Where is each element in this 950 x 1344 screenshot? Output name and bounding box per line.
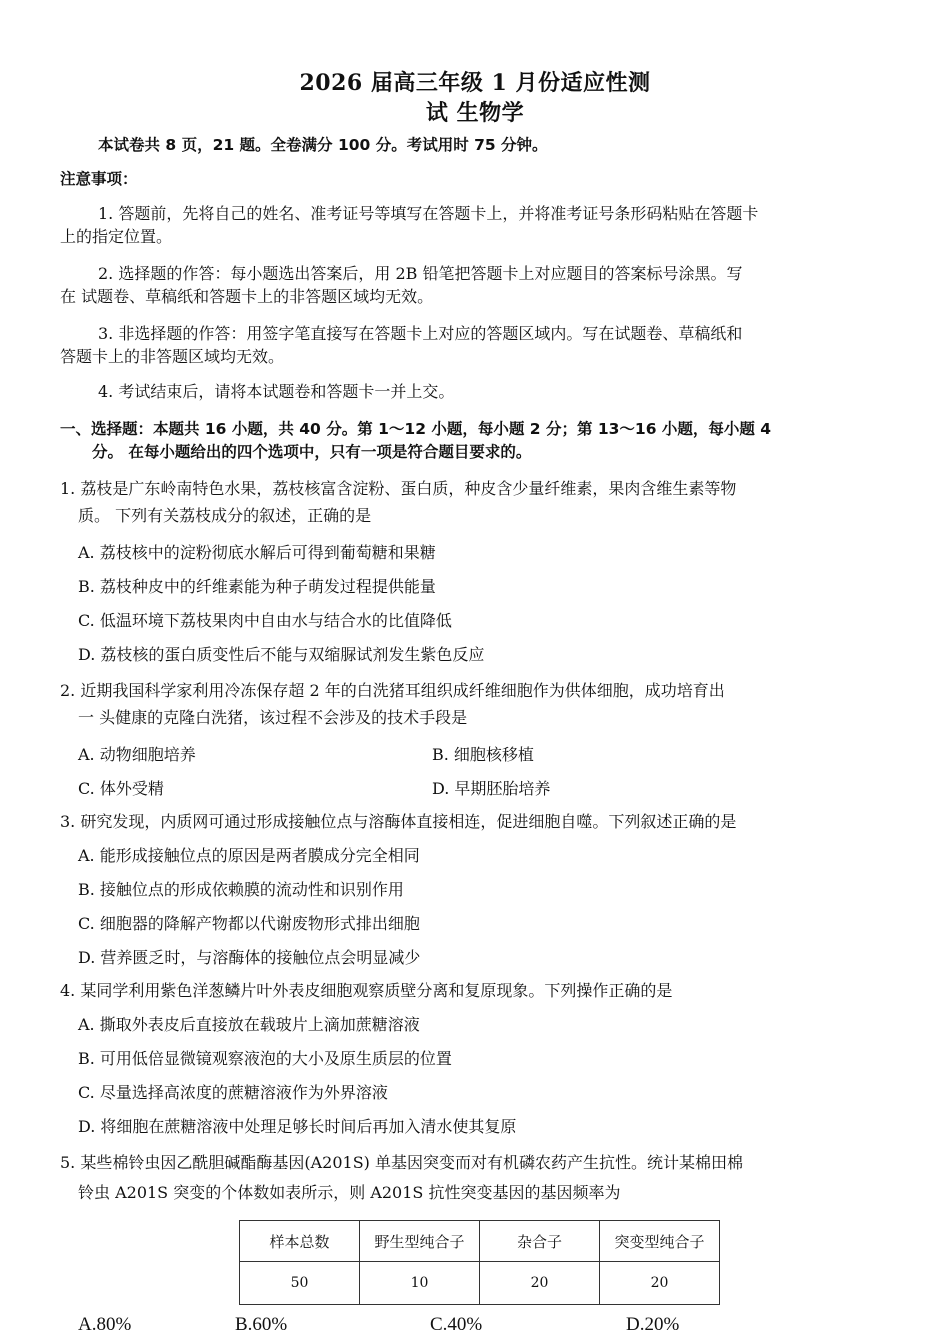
section1-heading-line2: 分。 在每小题给出的四个选项中，只有一项是符合题目要求的。 xyxy=(92,443,532,461)
q5-stem-line1: 5. 某些棉铃虫因乙酰胆碱酯酶基因(A201S) 单基因突变而对有机磷农药产生抗性。统计某棉田棉 xyxy=(60,1153,743,1172)
q4-option-a: A. 撕取外表皮后直接放在载玻片上滴加蔗糖溶液 xyxy=(78,1015,420,1034)
table-cell: 10 xyxy=(360,1262,480,1305)
note-3-line1: 3. 非选择题的作答：用签字笔直接写在答题卡上对应的答题区域内。写在试题卷、草稿纸和 xyxy=(98,324,743,343)
q3-option-a: A. 能形成接触位点的原因是两者膜成分完全相同 xyxy=(78,846,420,865)
q2-option-d: D. 早期胚胎培养 xyxy=(432,779,551,798)
q4-option-d: D. 将细胞在蔗糖溶液中处理足够长时间后再加入清水使其复原 xyxy=(78,1117,517,1136)
table-header-cell: 样本总数 xyxy=(240,1221,360,1262)
q1-stem-line2: 质。 下列有关荔枝成分的叙述，正确的是 xyxy=(78,506,372,525)
q2-option-a: A. 动物细胞培养 xyxy=(78,745,196,764)
q1-option-a: A. 荔枝核中的淀粉彻底水解后可得到葡萄糖和果糖 xyxy=(78,543,436,562)
table-cell: 20 xyxy=(600,1262,720,1305)
q4-option-b: B. 可用低倍显微镜观察液泡的大小及原生质层的位置 xyxy=(78,1049,452,1068)
note-2-line1: 2. 选择题的作答：每小题选出答案后，用 2B 铅笔把答题卡上对应题目的答案标号涂黑。写 xyxy=(98,264,743,283)
exam-title-line2: 试 生物学 xyxy=(425,100,525,126)
note-1-line1: 1. 答题前，先将自己的姓名、准考证号等填写在答题卡上，并将准考证号条形码粘贴在答题卡 xyxy=(98,204,759,223)
table-header-cell: 野生型纯合子 xyxy=(360,1221,480,1262)
q5-option-d: D.20% xyxy=(626,1314,680,1335)
table-row xyxy=(240,1262,720,1305)
exam-summary: 本试卷共 8 页，21 题。全卷满分 100 分。考试用时 75 分钟。 xyxy=(98,136,548,154)
table-header-row xyxy=(240,1221,720,1262)
q3-option-d: D. 营养匮乏时，与溶酶体的接触位点会明显减少 xyxy=(78,948,421,967)
genotype-table xyxy=(239,1220,720,1305)
q1-option-c: C. 低温环境下荔枝果肉中自由水与结合水的比值降低 xyxy=(78,611,452,630)
q5-option-c: C.40% xyxy=(430,1314,483,1335)
exam-title-line1: 2026 届高三年级 1 月份适应性测 xyxy=(299,70,651,96)
q3-stem-line1: 3. 研究发现，内质网可通过形成接触位点与溶酶体直接相连，促进细胞自噬。下列叙述正确的是 xyxy=(60,812,737,831)
q3-option-c: C. 细胞器的降解产物都以代谢废物形式排出细胞 xyxy=(78,914,420,933)
q5-stem-line2: 铃虫 A201S 突变的个体数如表所示，则 A201S 抗性突变基因的基因频率为 xyxy=(78,1183,621,1202)
note-1-line2: 上的指定位置。 xyxy=(60,227,173,246)
table-cell: 50 xyxy=(240,1262,360,1305)
q2-option-c: C. 体外受精 xyxy=(78,779,164,798)
q4-option-c: C. 尽量选择高浓度的蔗糖溶液作为外界溶液 xyxy=(78,1083,388,1102)
note-4-line1: 4. 考试结束后，请将本试题卷和答题卡一并上交。 xyxy=(98,382,455,401)
section1-heading-line1: 一、选择题：本题共 16 小题，共 40 分。第 1～12 小题，每小题 2 分；第 13～16 小题，每小题 4 xyxy=(60,420,772,438)
q5-option-a: A.80% xyxy=(78,1314,132,1335)
notes-heading: 注意事项： xyxy=(60,170,138,188)
table-cell: 20 xyxy=(480,1262,600,1305)
table-header-cell: 突变型纯合子 xyxy=(600,1221,720,1262)
q5-option-b: B.60% xyxy=(235,1314,288,1335)
q4-stem-line1: 4. 某同学利用紫色洋葱鳞片叶外表皮细胞观察质壁分离和复原现象。下列操作正确的是 xyxy=(60,981,673,1000)
q1-option-b: B. 荔枝种皮中的纤维素能为种子萌发过程提供能量 xyxy=(78,577,436,596)
q2-option-b: B. 细胞核移植 xyxy=(432,745,534,764)
q2-stem-line1: 2. 近期我国科学家利用冷冻保存超 2 年的白洗猪耳组织成纤维细胞作为供体细胞，成功培育出 xyxy=(60,681,725,700)
table-header-cell: 杂合子 xyxy=(480,1221,600,1262)
note-2-line2: 在 试题卷、草稿纸和答题卡上的非答题区域均无效。 xyxy=(60,287,434,306)
q1-option-d: D. 荔枝核的蛋白质变性后不能与双缩脲试剂发生紫色反应 xyxy=(78,645,485,664)
q2-stem-line2: 一 头健康的克隆白洗猪，该过程不会涉及的技术手段是 xyxy=(78,708,468,727)
note-3-line2: 答题卡上的非答题区域均无效。 xyxy=(60,347,285,366)
q3-option-b: B. 接触位点的形成依赖膜的流动性和识别作用 xyxy=(78,880,404,899)
q1-stem-line1: 1. 荔枝是广东岭南特色水果，荔枝核富含淀粉、蛋白质，种皮含少量纤维素，果肉含维生素等物 xyxy=(60,479,737,498)
